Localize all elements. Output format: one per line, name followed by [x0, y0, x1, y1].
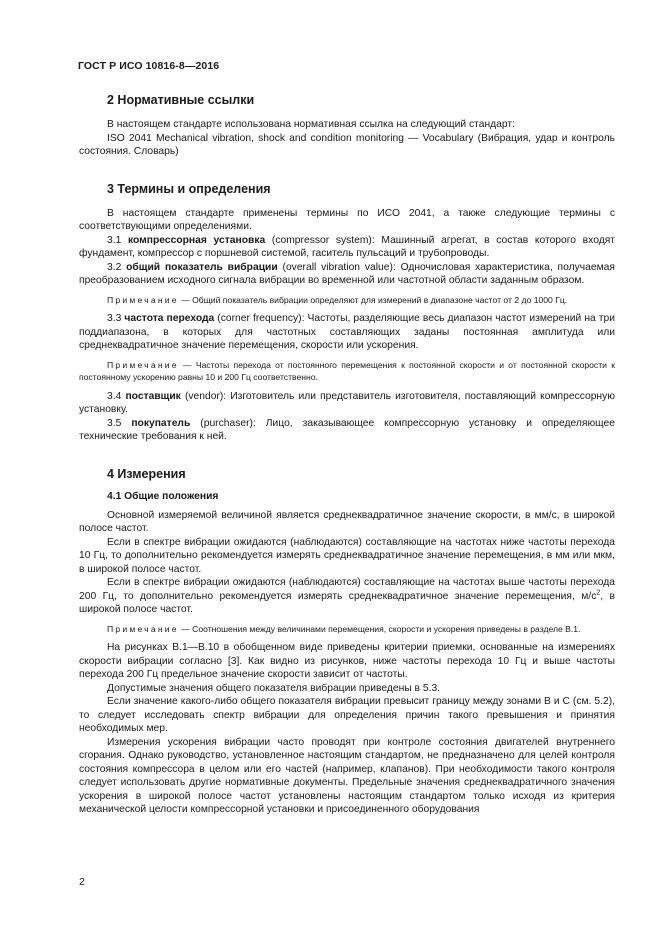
term-3-5: 3.5 покупатель (purchaser): Лицо, заказывающее компрессорную установку и определяющее технические требования к ней.	[79, 417, 615, 442]
note-1: Примечание — Общий показатель вибрации определяют для измерений в диапазоне частот от 2 до 1000 Гц.	[107, 294, 568, 305]
sec4-para-1: Основной измеряемой величиной является среднеквадратичное значение скорости, в мм/с, в широкой полосе частот.	[79, 509, 615, 534]
sec2-para-1: В настоящем стандарте использована нормативная ссылка на следующий стандарт:	[107, 119, 515, 130]
sec4-para-6: Если значение какого-либо общего показателя вибрации превысит границу между зонами В и С (см. 5.2), то следует исследовать спектр вибрации для определения причин такого превышения и принятия необходимых мер.	[79, 696, 615, 734]
note-2-label: Примечание	[107, 359, 179, 370]
term-3-5-name: покупатель	[131, 417, 191, 429]
page-content	[79, 92, 615, 817]
section-2-title: 2 Нормативные ссылки	[107, 93, 255, 107]
term-3-4-name: поставщик	[125, 390, 181, 402]
note-2: Примечание — Частоты перехода от постоянного перемещения к постоянной скорости и от постоянной скорости к постоянному ускорению равны 10 и 200 Гц соответственно.	[79, 359, 615, 382]
note-3: Примечание — Соотношения между величинами перемещения, скорости и ускорения приведены в разделе В.1.	[107, 623, 581, 634]
section-3-title: 3 Термины и определения	[107, 181, 271, 196]
page-number: 2	[79, 876, 85, 888]
term-3-4: 3.4 поставщик (vendor): Изготовитель или представитель изготовителя, поставляющий компрессорную установку.	[79, 390, 615, 415]
sec2-para-2: ISO 2041 Mechanical vibration, shock and condition monitoring — Vocabulary (Вибрация, удар и контроль состояния. Словарь)	[79, 132, 615, 157]
sec3-para-1: В настоящем стандарте применены термины по ИСО 2041, а также следующие термины с соответствующими определениями.	[79, 207, 615, 232]
sec4-para-7: Измерения ускорения вибрации часто проводят при контроле состояния двигателей внутреннего сгорания. Однако руководство, установленное настоящим стандартом, не предназначено для целей контроля состояния компрессора в целом или его частей (например, клапанов). При необходимости такого контроля следует использовать другие нормативные документы. Предельные значения среднеквадратичного значения ускорения в широкой полосе частот установлены настоящим стандартом только исходя из критерия механической целости компрессорной установки и присоединенного оборудования	[79, 736, 615, 815]
term-3-3: 3.3 частота перехода (corner frequency): Частоты, разделяющие весь диапазон частот измерений на три поддиапазона, в которых для частотных составляющих заданы постоянная амплитуда или среднеквадратичное значение перемещения, скорости или ускорения.	[79, 313, 615, 351]
term-3-1: 3.1 компрессорная установка (compressor system): Машинный агрегат, в состав которого входят фундамент, компрессор с поршневой системой, гаситель пульсаций и трубопроводы.	[79, 234, 615, 259]
subsection-4-1-title: 4.1 Общие положения	[107, 490, 219, 502]
section-4-title: 4 Измерения	[107, 466, 186, 481]
term-3-2: 3.2 общий показатель вибрации (overall vibration value): Одночисловая характеристика, получаемая преобразованием исходного сигнала вибрации во временной или частотной области заданным образом.	[79, 261, 615, 286]
sec4-para-4: На рисунках В.1—В.10 в обобщенном виде приведены критерии приемки, основанные на измерениях скорости вибрации согласно [3]. Как видно из рисунков, ниже частоты перехода 10 Гц и выше частоты перехода 200 Гц предельное значение скорости зависит от частоты.	[79, 642, 615, 680]
term-3-3-name: частота перехода	[124, 313, 215, 324]
note-1-label: Примечание	[107, 294, 179, 305]
term-3-1-name: компрессорная установка	[128, 234, 266, 246]
sec4-para-2: Если в спектре вибрации ожидаются (наблюдаются) составляющие на частотах ниже частоты перехода 10 Гц, то дополнительно рекомендуется измерять среднеквадратичное значение перемещения, в мм или мкм, в широкой полосе частот.	[79, 536, 615, 575]
sec4-para-3: Если в спектре вибрации ожидаются (наблюдаются) составляющие на частотах выше частоты перехода 200 Гц, то дополнительно рекомендуется измерять среднеквадратичное значение перемещения, $м/с^2$, в широкой полосе частот.	[79, 577, 615, 615]
term-3-2-name: общий показатель вибрации	[126, 261, 278, 273]
note-3-label: Примечание	[107, 623, 179, 634]
document-header: ГОСТ Р ИСО 10816-8—2016	[78, 60, 220, 72]
sec4-para-5: Допустимые значения общего показателя вибрации приведены в 5.3.	[107, 682, 441, 694]
